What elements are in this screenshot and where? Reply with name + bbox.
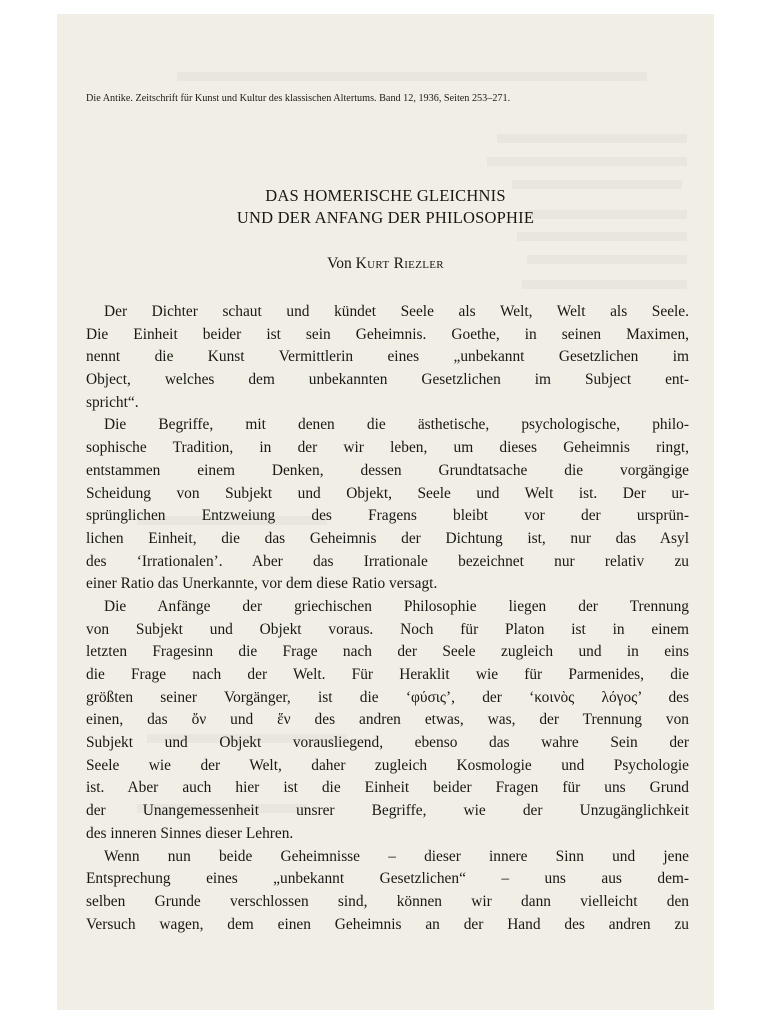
text-line: Entsprechung eines „unbekannt Gesetzlichen“ – uns aus dem- — [86, 870, 689, 888]
text-line: sophische Tradition, in der wir leben, um dieses Geheimnis ringt, — [86, 439, 689, 457]
text-line: spricht“. — [86, 393, 139, 411]
paragraph — [86, 301, 689, 414]
text-line: Die Anfänge der griechischen Philosophie liegen der Trennung — [104, 597, 689, 615]
text-line: letzten Fragesinn die Frage nach der Seele zugleich und in eins — [86, 643, 689, 661]
text-line: Seele wie der Welt, daher zugleich Kosmologie und Psychologie — [86, 756, 689, 774]
text-line: Der Dichter schaut und kündet Seele als Welt, Welt als Seele. — [104, 303, 689, 320]
journal-citation-header: Die Antike. Zeitschrift für Kunst und Kultur des klassischen Altertums. Band 12, 1936, Seiten 253–271. — [86, 93, 511, 104]
article-body — [86, 301, 689, 936]
text-line: einer Ratio das Unerkannte, vor dem diese Ratio versagt. — [86, 575, 438, 593]
text-line: Die Einheit beider ist sein Geheimnis. Goethe, in seinen Maximen, — [86, 325, 689, 343]
text-line: nennt die Kunst Vermittlerin eines „unbekannt Gesetzlichen im — [86, 348, 689, 366]
article-title-line-1: DAS HOMERISCHE GLEICHNIS — [265, 186, 506, 205]
text-line: ist. Aber auch hier ist die Einheit beider Fragen für uns Grund — [86, 779, 689, 797]
text-line: der Unangemessenheit unsrer Begriffe, wie der Unzugänglichkeit — [86, 802, 689, 820]
text-line: einen, das ὄν und ἕν des andren etwas, was, der Trennung von — [86, 711, 689, 729]
author-prefix: Von — [327, 255, 352, 272]
text-line: von Subjekt und Objekt voraus. Noch für Platon ist in einem — [86, 620, 689, 638]
text-line: Subjekt und Objekt vorausliegend, ebenso das wahre Sein der — [86, 734, 689, 752]
text-line: Object, welches dem unbekannten Gesetzlichen im Subject ent- — [86, 371, 689, 389]
text-line: Wenn nun beide Geheimnisse – dieser innere Sinn und jene — [104, 847, 689, 865]
author-byline — [57, 255, 714, 273]
document-page — [57, 14, 714, 1010]
paragraph — [86, 414, 689, 596]
article-title-line-2: UND DER ANFANG DER PHILOSOPHIE — [236, 208, 535, 227]
text-line: die Frage nach der Welt. Für Heraklit wie für Parmenides, die — [86, 666, 689, 683]
text-line: entstammen einem Denken, dessen Grundtatsache die vorgängige — [86, 461, 689, 479]
paragraph — [86, 846, 689, 937]
text-line: Versuch wagen, dem einen Geheimnis an der Hand des andren zu — [86, 915, 689, 933]
text-line: lichen Einheit, die das Geheimnis der Dichtung ist, nur das Asyl — [86, 529, 689, 547]
text-line: Die Begriffe, mit denen die ästhetische, psychologische, philo- — [104, 416, 689, 434]
article-title — [57, 185, 714, 229]
text-line: des inneren Sinnes dieser Lehren. — [86, 824, 294, 842]
text-line: größten seiner Vorgänger, ist die ‘φύσις’, der ‘κοινὸς λόγος’ des — [86, 688, 689, 706]
text-line: Scheidung von Subjekt und Objekt, Seele und Welt ist. Der ur- — [86, 484, 689, 502]
text-line: sprünglichen Entzweiung des Fragens bleibt vor der ursprün- — [86, 507, 689, 525]
paragraph — [86, 596, 689, 846]
text-line: des ‘Irrationalen’. Aber das Irrationale bezeichnet nur relativ zu — [86, 552, 689, 570]
author-name: Kurt Riezler — [355, 255, 444, 272]
text-line: selben Grunde verschlossen sind, können wir dann vielleicht den — [86, 892, 689, 910]
